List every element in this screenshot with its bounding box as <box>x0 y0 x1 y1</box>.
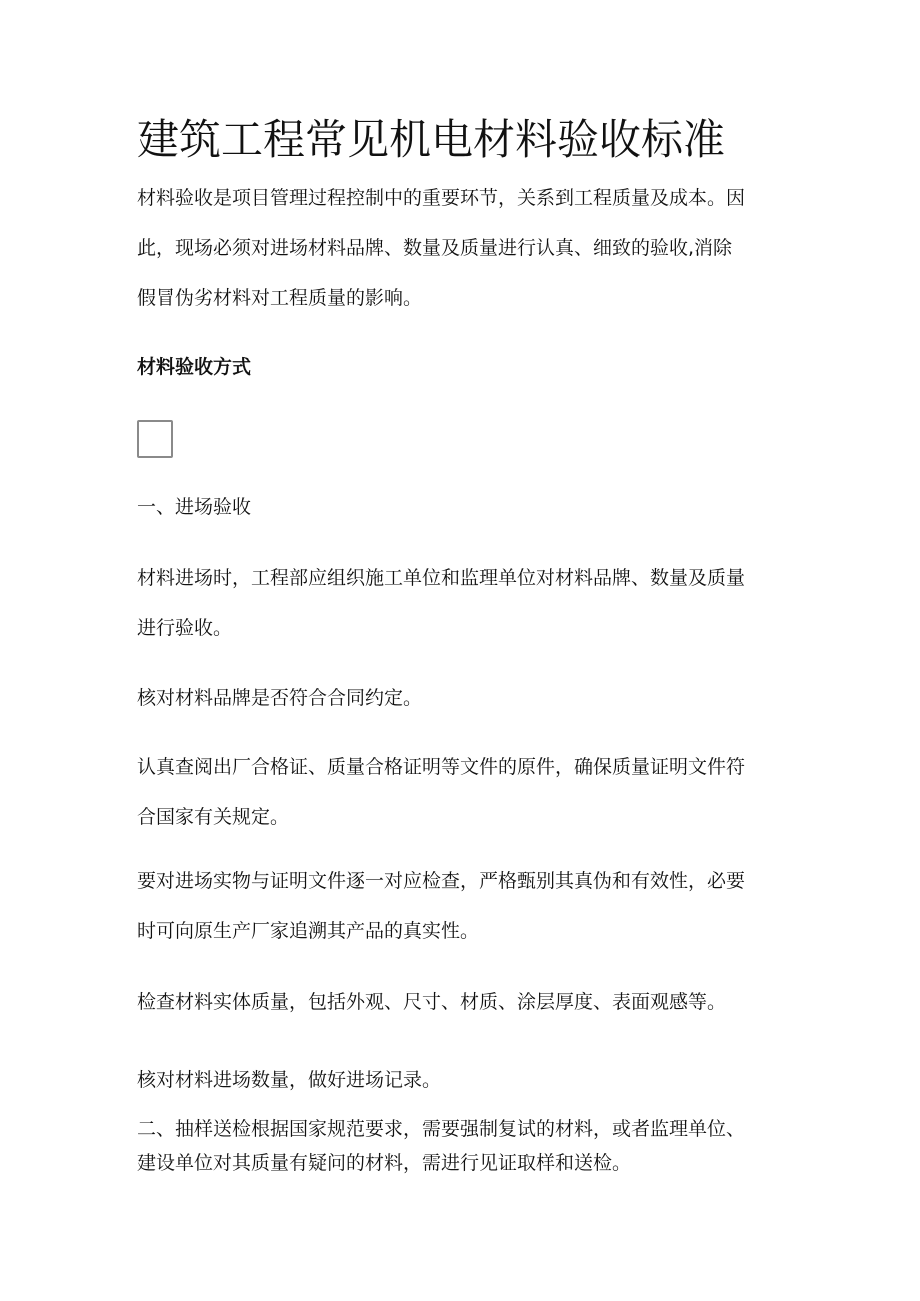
intro-line: 假冒伪劣材料对工程质量的影响。 <box>137 287 423 309</box>
section1-item-3 <box>137 742 787 842</box>
document-title: 建筑工程常见机电材料验收标准 <box>137 115 726 164</box>
paragraph-line: 合国家有关规定。 <box>137 806 290 828</box>
intro-line: 材料验收是项目管理过程控制中的重要环节，关系到工程质量及成本。因 <box>137 187 746 209</box>
paragraph-line: 二、抽样送检根据国家规范要求，需要强制复试的材料，或者监理单位、 <box>137 1118 746 1140</box>
checkbox[interactable] <box>137 420 173 458</box>
paragraph-line: 材料进场时，工程部应组织施工单位和监理单位对材料品牌、数量及质量 <box>137 567 746 589</box>
paragraph-line: 建设单位对其质量有疑问的材料，需进行见证取样和送检。 <box>137 1152 632 1174</box>
intro-paragraph <box>137 173 787 323</box>
section1-item-4 <box>137 856 787 956</box>
paragraph-line: 进行验收。 <box>137 617 233 639</box>
section1-heading: 一、进场验收 <box>137 496 252 518</box>
intro-line: 此，现场必须对进场材料品牌、数量及质量进行认真、细致的验收,消除 <box>137 237 733 259</box>
section-heading: 材料验收方式 <box>137 356 252 378</box>
section1-item-1 <box>137 553 787 653</box>
section1-item-5: 检查材料实体质量，包括外观、尺寸、材质、涂层厚度、表面观感等。 <box>137 991 727 1013</box>
section2-paragraph <box>137 1112 787 1180</box>
paragraph-line: 认真查阅出厂合格证、质量合格证明等文件的原件，确保质量证明文件符 <box>137 756 746 778</box>
section1-item-6: 核对材料进场数量，做好进场记录。 <box>137 1069 442 1091</box>
paragraph-line: 时可向原生产厂家追溯其产品的真实性。 <box>137 920 480 942</box>
paragraph-line: 要对进场实物与证明文件逐一对应检查，严格甄别其真伪和有效性，必要 <box>137 870 746 892</box>
section1-item-2: 核对材料品牌是否符合合同约定。 <box>137 687 423 709</box>
